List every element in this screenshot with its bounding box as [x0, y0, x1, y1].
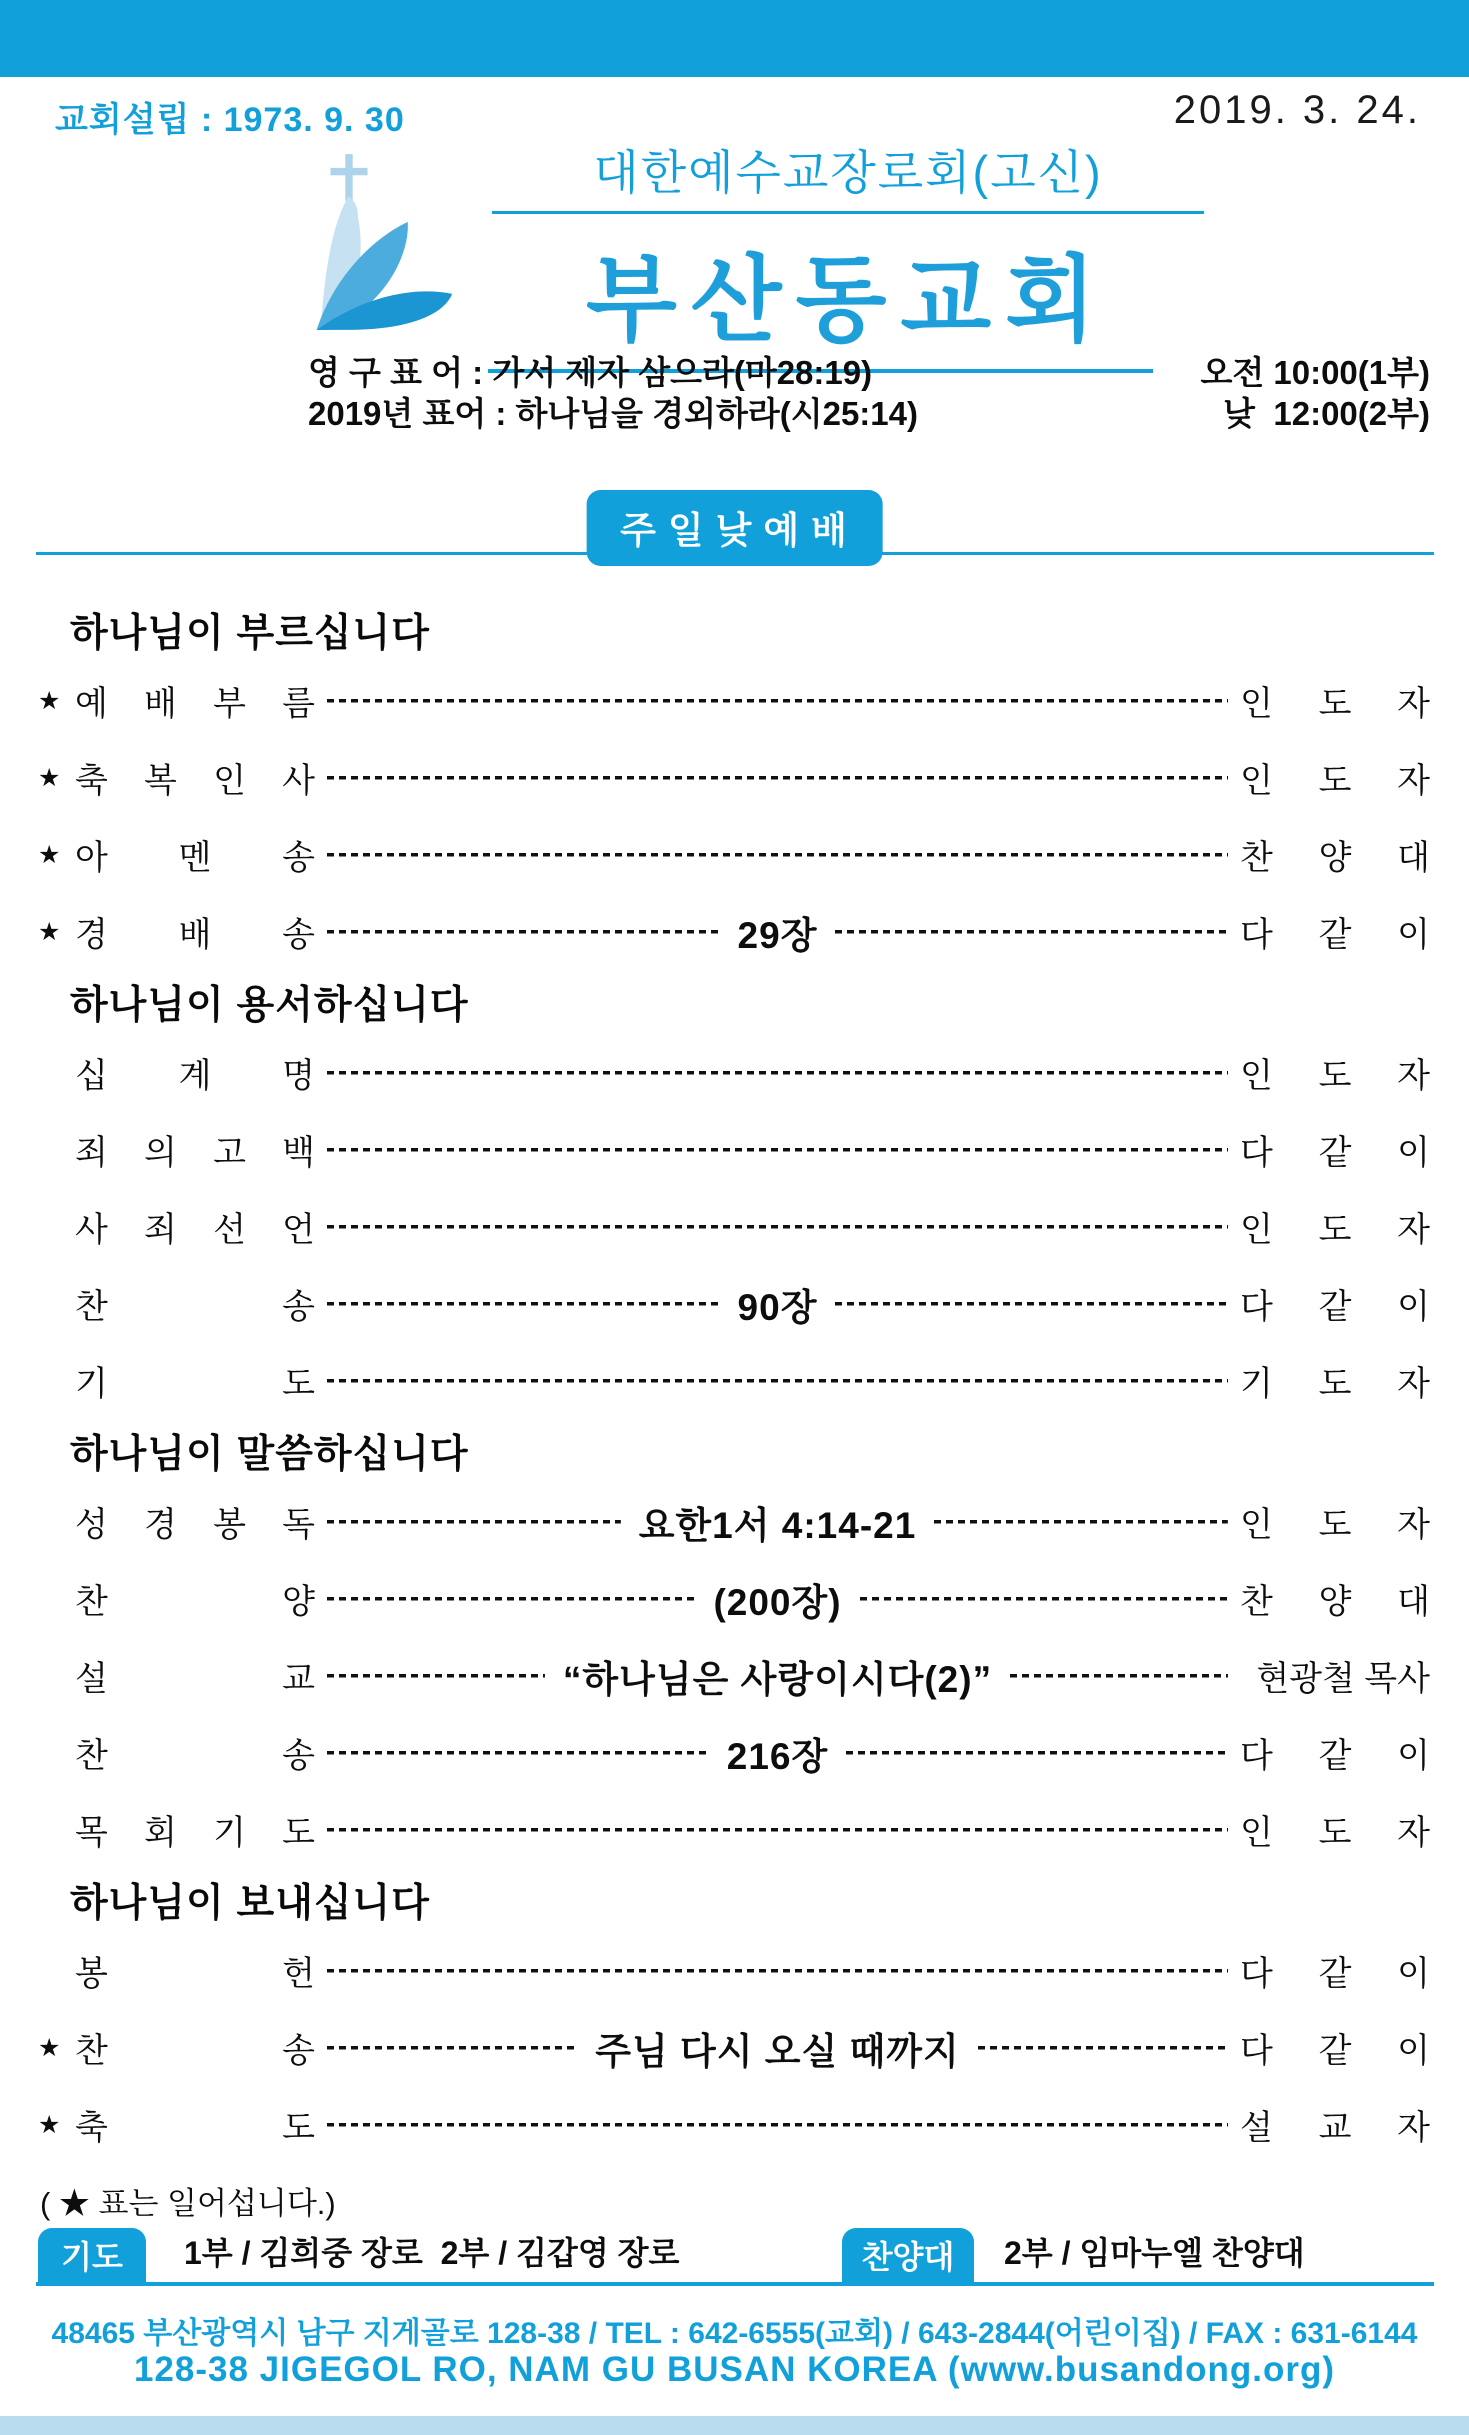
motto-block [308, 352, 1430, 434]
stand-star-icon: ★ [38, 917, 61, 946]
liturgy-row [38, 1342, 1430, 1419]
service-time-1: 오전 10:00(1부) [1200, 354, 1430, 391]
top-color-bar [0, 0, 1469, 77]
liturgy-item-role: 다 같 이 [1240, 1955, 1430, 1993]
motto-row-permanent [308, 352, 1430, 393]
stand-star-icon: ★ [38, 686, 61, 715]
dotted-leader [327, 1813, 1228, 1847]
dotted-leader [846, 1736, 1228, 1770]
dotted-leader [934, 1505, 1228, 1539]
church-name-title: 부산동교회 [585, 247, 1111, 353]
footer-address-en: 128-38 JIGEGOL RO, NAM GU BUSAN KOREA (www.busandong.org) [133, 2350, 1336, 2389]
prayer-badge: 기도 [38, 2228, 146, 2282]
liturgy-item-label: 봉 헌 [75, 1955, 315, 1993]
liturgy-item-role: 다 같 이 [1240, 916, 1430, 954]
stand-star-icon: ★ [38, 840, 61, 869]
liturgy-item-role: 다 같 이 [1240, 1737, 1430, 1775]
dotted-leader [327, 1364, 1228, 1398]
liturgy-item-role: 다 같 이 [1240, 1288, 1430, 1326]
choir-assignees: 2부 / 임마누엘 찬양대 [1004, 2235, 1305, 2271]
dotted-leader [327, 838, 1228, 872]
liturgy-row [38, 1483, 1430, 1560]
dotted-leader [835, 1287, 1228, 1321]
liturgy-row [38, 1560, 1430, 1637]
liturgy-item-label: 찬 송 [75, 2032, 315, 2070]
liturgy-item-role: 인 도 자 [1240, 685, 1430, 723]
dotted-leader [978, 2031, 1228, 2065]
liturgy-row [38, 893, 1430, 970]
liturgy-item-role: 다 같 이 [1240, 2032, 1430, 2070]
liturgy-item-content: 29장 [737, 914, 818, 956]
liturgy-item-role: 인 도 자 [1240, 1814, 1430, 1852]
liturgy-item-role: 설 교 자 [1240, 2109, 1430, 2147]
liturgy-item-role: 다 같 이 [1240, 1134, 1430, 1172]
liturgy-item-label: 기 도 [75, 1365, 315, 1403]
choir-badge: 찬양대 [842, 2228, 974, 2282]
liturgy-item-role: 인 도 자 [1240, 1211, 1430, 1249]
liturgy-item-content: 주님 다시 오실 때까지 [595, 2030, 960, 2072]
liturgy-item-label: 축 복 인 사 [75, 762, 315, 800]
liturgy-item-label: 성 경 봉 독 [75, 1506, 315, 1544]
section-title: 하나님이 용서하십니다 [70, 984, 469, 1027]
liturgy-item-label: 목 회 기 도 [75, 1814, 315, 1852]
liturgy-row [38, 1791, 1430, 1868]
dotted-leader [327, 1287, 720, 1321]
service-title-badge: 주일낮예배 [586, 490, 883, 566]
dotted-leader [327, 1954, 1228, 1988]
liturgy-row [38, 739, 1430, 816]
dotted-leader [327, 1210, 1228, 1244]
service-time-2: 낮 12:00(2부) [1223, 395, 1430, 432]
liturgy-item-label: 축 도 [75, 2109, 315, 2147]
liturgy-row [38, 1034, 1430, 1111]
stand-star-icon: ★ [38, 2033, 61, 2062]
liturgy-item-content: “하나님은 사랑이시다(2)” [562, 1658, 993, 1700]
liturgy-row [38, 662, 1430, 739]
section-title: 하나님이 부르십니다 [70, 612, 430, 655]
liturgy-item-role: 인 도 자 [1240, 1057, 1430, 1095]
liturgy-row [38, 2009, 1430, 2086]
liturgy-item-label: 십 계 명 [75, 1057, 315, 1095]
masthead [488, 142, 1208, 373]
church-founded-label: 교회설립 : 1973. 9. 30 [55, 101, 405, 139]
dotted-leader [327, 684, 1228, 718]
liturgy-item-label: 찬 송 [75, 1288, 315, 1326]
dotted-leader [860, 1582, 1228, 1616]
bulletin-date: 2019. 3. 24. [1173, 88, 1421, 132]
section-title: 하나님이 보내십니다 [70, 1882, 430, 1925]
dotted-leader [327, 1133, 1228, 1167]
liturgy-row [38, 1188, 1430, 1265]
liturgy-row [38, 1265, 1430, 1342]
dotted-leader [327, 1505, 621, 1539]
motto-row-year [308, 393, 1430, 434]
liturgy-item-role: 인 도 자 [1240, 1506, 1430, 1544]
liturgy-row [38, 2086, 1430, 2163]
dotted-leader [327, 1736, 709, 1770]
liturgy-row [38, 1111, 1430, 1188]
denomination-title: 대한예수교장로회(고신) [593, 146, 1103, 199]
dotted-leader [835, 915, 1228, 949]
liturgy-item-role: 현광철 목사 [1256, 1660, 1430, 1698]
liturgy-item-role: 찬 양 대 [1240, 1583, 1430, 1621]
liturgy-item-role: 찬 양 대 [1240, 839, 1430, 877]
dotted-leader [327, 2108, 1228, 2142]
liturgy-item-content: (200장) [713, 1581, 842, 1623]
liturgy-item-role: 인 도 자 [1240, 762, 1430, 800]
liturgy-item-role: 기 도 자 [1240, 1365, 1430, 1403]
liturgy-item-label: 찬 송 [75, 1737, 315, 1775]
motto-year-text: 2019년 표어 : 하나님을 경외하라(시25:14) [308, 395, 918, 432]
liturgy-item-content: 90장 [737, 1286, 818, 1328]
bottom-color-bar [0, 2416, 1469, 2435]
liturgy [38, 598, 1430, 2163]
liturgy-item-label: 아 멘 송 [75, 839, 315, 877]
liturgy-row [38, 1637, 1430, 1714]
liturgy-item-label: 예 배 부 름 [75, 685, 315, 723]
section-title: 하나님이 말씀하십니다 [70, 1433, 469, 1476]
masthead-rule-top [492, 211, 1204, 214]
assignments-rule [36, 2282, 1434, 2286]
stand-star-icon: ★ [38, 763, 61, 792]
dotted-leader [327, 1582, 695, 1616]
motto-permanent-text: 영 구 표 어 : 가서 제자 삼으라(마28:19) [308, 354, 873, 391]
liturgy-row [38, 1932, 1430, 2009]
assignments-row [36, 2228, 1434, 2286]
liturgy-item-label: 죄 의 고 백 [75, 1134, 315, 1172]
liturgy-item-label: 경 배 송 [75, 916, 315, 954]
liturgy-item-label: 사 죄 선 언 [75, 1211, 315, 1249]
prayer-assignees: 1부 / 김희중 장로 2부 / 김갑영 장로 [184, 2235, 680, 2271]
dotted-leader [327, 915, 720, 949]
liturgy-item-label: 설 교 [75, 1660, 315, 1698]
liturgy-item-content: 요한1서 4:14-21 [638, 1504, 917, 1546]
church-logo-icon [303, 152, 468, 332]
dotted-leader [327, 1056, 1228, 1090]
liturgy-item-label: 찬 양 [75, 1583, 315, 1621]
dotted-leader [1010, 1659, 1228, 1693]
cross-icon [330, 154, 367, 201]
footer-address: 48465 부산광역시 남구 지게골로 128-38 / TEL : 642-6555(교회) / 643-2844(어린이집) / FAX : 631-6144 [51, 2317, 1418, 2350]
standing-note: ( ★ 표는 일어섭니다.) [40, 2186, 336, 2221]
stand-star-icon: ★ [38, 2110, 61, 2139]
dotted-leader [327, 761, 1228, 795]
liturgy-item-content: 216장 [726, 1735, 829, 1777]
dotted-leader [327, 1659, 545, 1693]
liturgy-row [38, 816, 1430, 893]
liturgy-row [38, 1714, 1430, 1791]
dotted-leader [327, 2031, 577, 2065]
